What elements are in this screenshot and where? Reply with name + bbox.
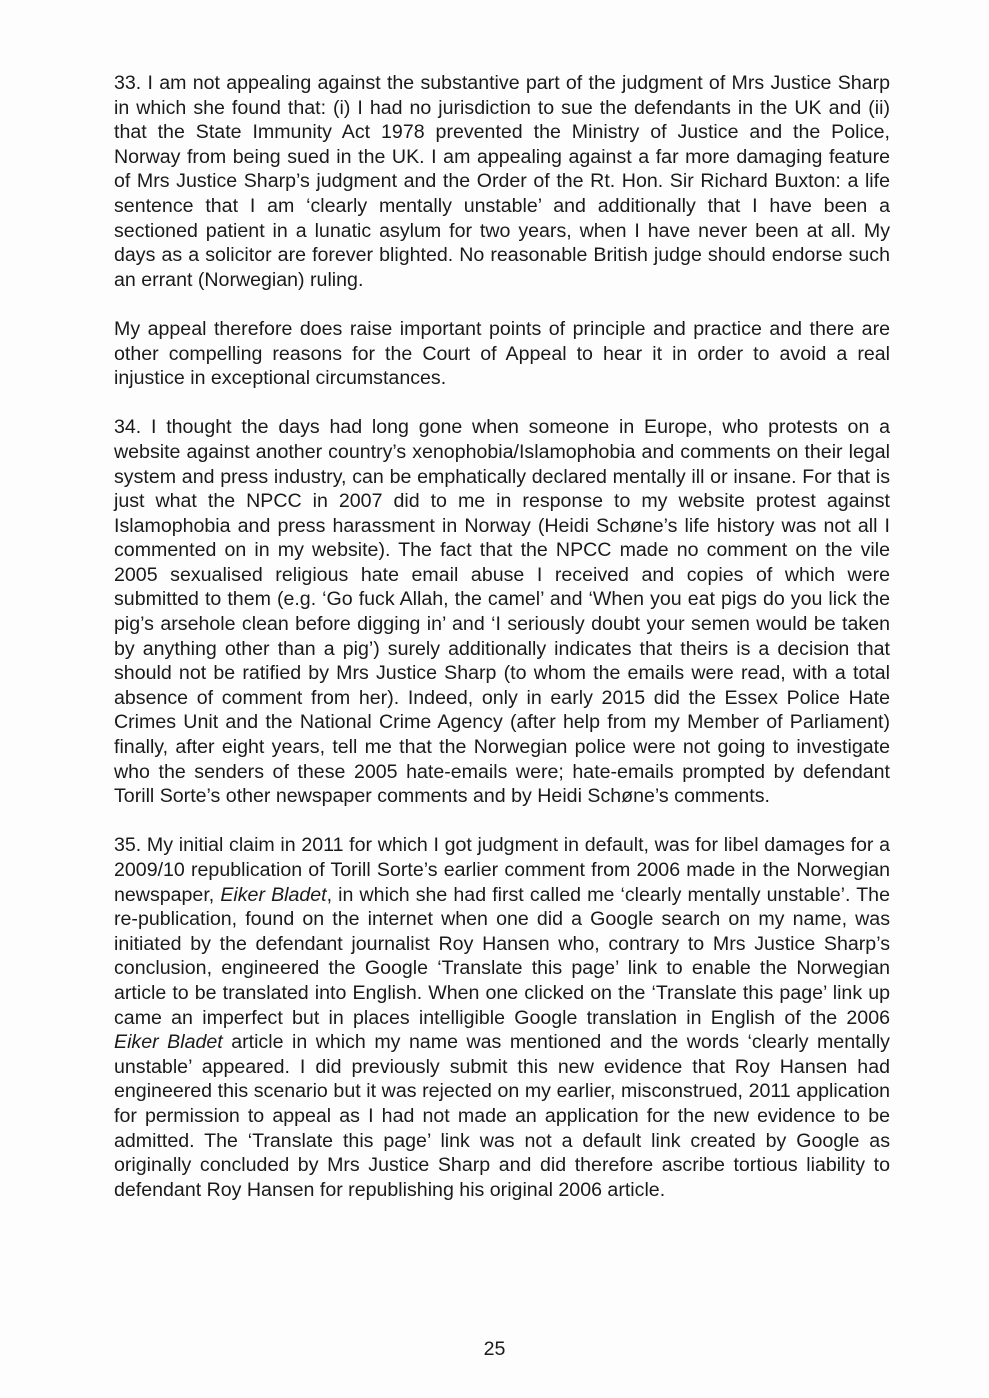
- paragraph-35-text-2: , in which she had first called me ‘clearly mentally unstable’. The re-publication, found on the internet when one did a Google search on my name, was initiated by the defendant journalist Roy Hansen who, contrary to Mrs Justice Sharp’s conclusion, engineered the Google ‘Translate this page’ link to enable the Norwegian article to be translated into English. When one clicked on the ‘Translate this page’ link up came an imperfect but in places intelligible Google translation in English of the 2006: [114, 883, 890, 1029]
- paragraph-appeal-reasons: My appeal therefore does raise important points of principle and practice and there are other compelling reasons for the Court of Appeal to hear it in order to avoid a real injustice in exceptional circumstances.: [114, 317, 890, 390]
- newspaper-name: Eiker Bladet: [220, 883, 327, 906]
- page-number: 25: [483, 1338, 506, 1360]
- paragraph-35-text-1: 35. My initial claim in 2011 for which I got judgment in default, was for libel damages for a 2009/10 republication of Torill Sorte’s earlier comment from 2006 made in the Norwegian newspaper,: [114, 834, 890, 906]
- body-text: [114, 71, 890, 1202]
- paragraph-35: [114, 833, 890, 1202]
- newspaper-name: Eiker Bladet: [114, 1031, 223, 1054]
- paragraph-34: 34. I thought the days had long gone when someone in Europe, who protests on a website against another country’s xenophobia/Islamophobia and comments on their legal system and press industry, can be emphatically declared mentally ill or insane. For that is just what the NPCC in 2007 did to me in response to my website protest against Islamophobia and press harassment in Norway (Heidi Schøne’s life history was not all I commented on in my website). The fact that the NPCC made no comment on the vile 2005 sexualised religious hate email abuse I received and copies of which were submitted to them (e.g. ‘Go fuck Allah, the camel’ and ‘When you eat pigs do you lick the pig’s arsehole clean before digging in’ and ‘I seriously doubt your semen would be taken by anything other than a pig’) surely additionally indicates that theirs is a decision that should not be ratified by Mrs Justice Sharp (to whom the emails were read, with a total absence of comment from her). Indeed, only in early 2015 did the Essex Police Hate Crimes Unit and the National Crime Agency (after help from my Member of Parliament) finally, after eight years, tell me that the Norwegian police were not going to investigate who the senders of these 2005 hate-emails were; hate-emails prompted by defendant Torill Sorte’s other newspaper comments and by Heidi Schøne’s comments.: [114, 416, 890, 808]
- paragraph-35-text-3: article in which my name was mentioned and the words ‘clearly mentally unstable’ appeared. I did previously submit this new evidence that Roy Hansen had engineered this scenario but it was rejected on my earlier, misconstrued, 2011 application for permission to appeal as I had not made an application for the new evidence to be admitted. The ‘Translate this page’ link was not a default link created by Google as originally concluded by Mrs Justice Sharp and did therefore ascribe tortious liability to defendant Roy Hansen for republishing his original 2006 article.: [114, 1031, 890, 1201]
- paragraph-33: 33. I am not appealing against the substantive part of the judgment of Mrs Justice Sharp in which she found that: (i) I had no jurisdiction to sue the defendants in the UK and (ii) that the State Immunity Act 1978 prevented the Ministry of Justice and the Police, Norway from being sued in the UK. I am appealing against a far more damaging feature of Mrs Justice Sharp’s judgment and the Order of the Rt. Hon. Sir Richard Buxton: a life sentence that I am ‘clearly mentally unstable’ and additionally that I have been a sectioned patient in a lunatic asylum for two years, when I have never been at all. My days as a solicitor are forever blighted. No reasonable British judge should endorse such an errant (Norwegian) ruling.: [114, 72, 890, 291]
